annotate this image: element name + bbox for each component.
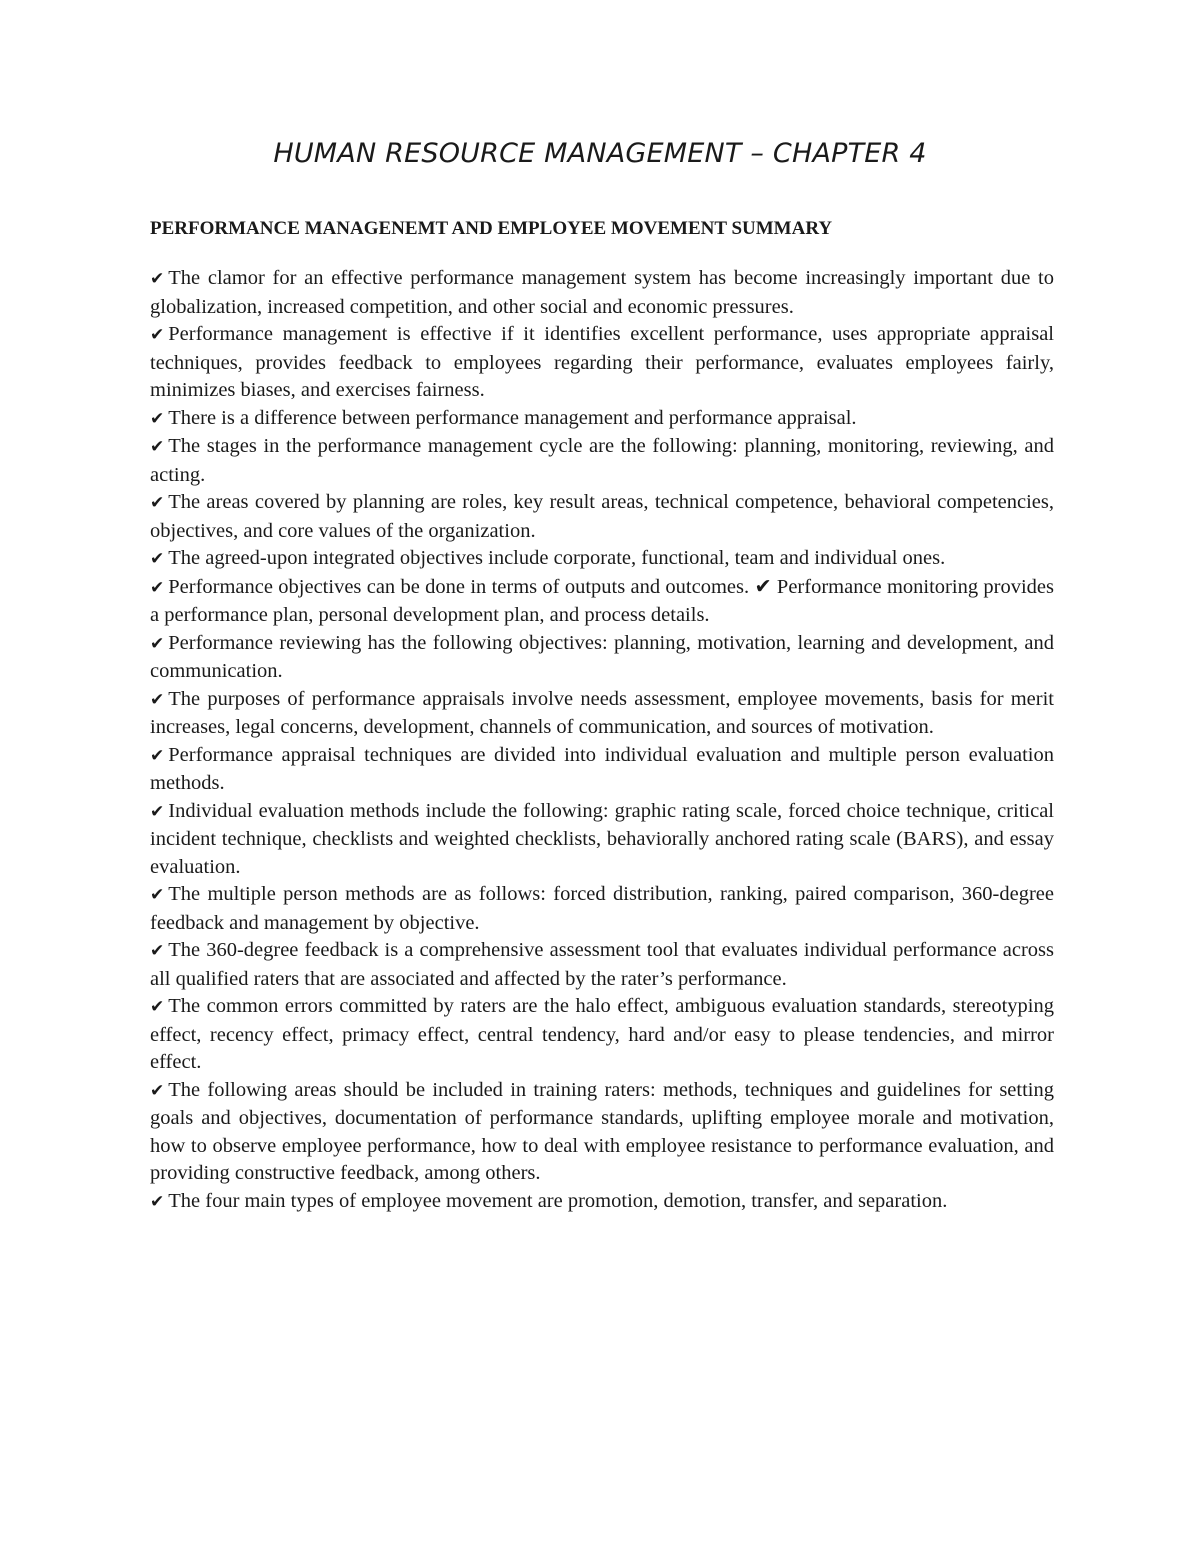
checkmark-icon: ✔ (150, 1191, 165, 1212)
summary-item-text: Performance reviewing has the following objectives: planning, motivation, learning and development, and communication. (150, 631, 1054, 682)
summary-item (150, 686, 1054, 742)
document-subtitle: PERFORMANCE MANAGENEMT AND EMPLOYEE MOVEMENT SUMMARY (150, 218, 833, 239)
summary-item-text: Individual evaluation methods include the following: graphic rating scale, forced choice technique, critical incident technique, checklists and weighted checklists, behaviorally anchored rating scale (BARS), and essay evaluation. (150, 799, 1054, 878)
summary-item-text: The areas covered by planning are roles, key result areas, technical competence, behavioral competencies, objectives, and core values of the organization. (150, 491, 1054, 542)
checkmark-icon: ✔ (150, 745, 165, 766)
checkmark-icon: ✔ (150, 325, 165, 345)
checkmark-icon: ✔ (150, 577, 165, 598)
summary-item (150, 1188, 1054, 1217)
summary-item (150, 489, 1054, 545)
summary-item-text: The clamor for an effective performance management system has become increasingly important due to globalization, increased competition, and other social and economic pressures. (150, 267, 1054, 318)
summary-item-text: Performance objectives can be done in terms of outputs and outcomes. ✔ Performance monitoring provides a performance plan, personal development plan, and process details. (150, 575, 1054, 626)
summary-item-text: There is a difference between performance management and performance appraisal. (168, 406, 857, 429)
summary-item (150, 574, 1054, 630)
checkmark-icon: ✔ (150, 801, 165, 822)
summary-item-text: The 360-degree feedback is a comprehensive assessment tool that evaluates individual performance across all qualified raters that are associated and affected by the rater’s performance. (150, 939, 1054, 990)
checkmark-icon: ✔ (150, 997, 165, 1017)
summary-item-text: The four main types of employee movement are promotion, demotion, transfer, and separation. (168, 1189, 948, 1212)
checkmark-icon: ✔ (150, 549, 165, 569)
checkmark-icon: ✔ (150, 941, 165, 961)
summary-item-text: The following areas should be included in training raters: methods, techniques and guidelines for setting goals and objectives, documentation of performance standards, uplifting employee morale and motivation, how to observe employee performance, how to deal with employee resistance to performance evaluation, and providing constructive feedback, among others. (150, 1078, 1054, 1184)
summary-item (150, 1077, 1054, 1188)
checkmark-icon: ✔ (150, 408, 165, 429)
summary-item (150, 433, 1054, 489)
checkmark-icon: ✔ (150, 1080, 165, 1101)
summary-list (150, 265, 1054, 1216)
summary-item-text: The stages in the performance management cycle are the following: planning, monitoring, reviewing, and acting. (150, 435, 1054, 486)
summary-item-text: The purposes of performance appraisals involve needs assessment, employee movements, basis for merit increases, legal concerns, development, channels of communication, and sources of motivation. (150, 687, 1054, 738)
summary-item (150, 937, 1054, 993)
summary-item-text: Performance management is effective if it identifies excellent performance, uses appropriate appraisal techniques, provides feedback to employees regarding their performance, evaluates employees fairly, minimizes biases, and exercises fairness. (150, 323, 1054, 401)
summary-item-text: Performance appraisal techniques are divided into individual evaluation and multiple person evaluation methods. (150, 743, 1054, 794)
checkmark-icon: ✔ (150, 437, 165, 457)
checkmark-icon: ✔ (150, 493, 165, 513)
summary-item (150, 321, 1054, 405)
summary-item (150, 993, 1054, 1077)
checkmark-icon: ✔ (150, 689, 165, 710)
summary-item (150, 630, 1054, 686)
summary-item-text: The multiple person methods are as follows: forced distribution, ranking, paired comparison, 360-degree feedback and management by objective. (150, 883, 1054, 934)
summary-item (150, 405, 1054, 434)
summary-item (150, 545, 1054, 574)
checkmark-icon: ✔ (150, 269, 165, 289)
summary-item (150, 742, 1054, 798)
document-title: HUMAN RESOURCE MANAGEMENT – CHAPTER 4 (273, 138, 927, 169)
summary-item (150, 265, 1054, 321)
checkmark-icon: ✔ (150, 633, 165, 654)
summary-item-text: The common errors committed by raters are the halo effect, ambiguous evaluation standards, stereotyping effect, recency effect, primacy effect, central tendency, hard and/or easy to please tendencies, and mirror effect. (150, 995, 1054, 1073)
summary-item (150, 798, 1054, 882)
summary-item-text: The agreed-upon integrated objectives include corporate, functional, team and individual ones. (168, 547, 946, 569)
summary-item (150, 881, 1054, 937)
checkmark-icon: ✔ (150, 885, 165, 905)
